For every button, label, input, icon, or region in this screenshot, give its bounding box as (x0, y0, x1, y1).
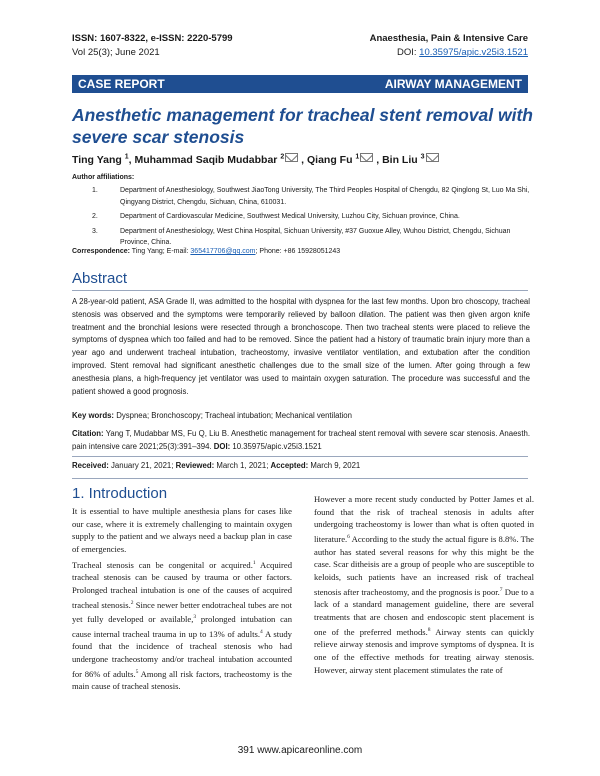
abstract-text: A 28-year-old patient, ASA Grade II, was admitted to the hospital with dyspnea for the last few months. Upon bro choscopy, tracheal stenosis was observed and the symptoms were temporarily relieved by balloon dilation. The patient was then given argon knife treatment and the bronchial lesions were resected through a bronchoscope. Then two tracheal stents were placed to relieve the symptoms of dyspnea which too failed and had to be removed. Since the patient had a history of traumatic brain injury more than a year ago and underwent tracheal intubation, tracheostomy, invasive ventilator ventilation, and extubation after the condition improved. Stent removal had significant anesthetic challenges due to the small size of the lumen. After going through a few anesthesia plans, a high-frequency jet ventilator was used to maintain oxygen saturation. The procedure was successful and the patient showed a good prognosis. (72, 297, 530, 396)
affiliations-title: Author affiliations: (72, 174, 135, 181)
author-list (72, 153, 439, 166)
affiliation-item: 1. Department of Anesthesiology, Southwest JiaoTong University, The Third Peoples Hospital of Chengdu, 82 Qinglong St, Luo Ma Shi, Qingyang District, Chengdu, Sichuan, China, 610031. (92, 187, 530, 206)
abstract-heading: Abstract (72, 270, 128, 287)
banner-category: AIRWAY MANAGEMENT (384, 77, 522, 91)
body-column-left (72, 505, 292, 694)
affiliation-item: 3. Department of Anesthesiology, West China Hospital, Sichuan University, #37 Guoxue Alley, Wuhou District, Chengdu, Sichuan Province, China. (92, 227, 511, 246)
citation: Citation: Yang T, Mudabbar MS, Fu Q, Liu B. Anesthetic management for tracheal stent removal with severe scar stenosis. Anaesth. pain intensive care 2021;25(3):391–394. DOI: 10.35975/apic.v25i3.1521 (72, 429, 530, 451)
banner-case-report: CASE REPORT (78, 77, 165, 91)
article-type-banner (72, 75, 528, 93)
doi-line (370, 46, 528, 60)
header-right (370, 32, 528, 60)
header-left (72, 32, 233, 60)
mail-icon[interactable] (285, 153, 298, 162)
body-column-right (314, 493, 534, 677)
doi-link[interactable]: 10.35975/apic.v25i3.1521 (419, 47, 528, 58)
email-link[interactable]: 365417706@qq.com (190, 248, 256, 255)
article-title: Anesthetic management for tracheal stent removal with severe scar stenosis (72, 105, 533, 147)
affiliations-list (72, 185, 532, 252)
volume: Vol 25(3); June 2021 (72, 47, 160, 58)
intro-paragraph-3: However a more recent study conducted by Potter James et al. found that the risk of tracheal stenosis in adults after undergoing tracheostomy is lower than what is often quoted in literature.$^6$ According to the study the actual figure is 8.8%. The author has stated several reasons for why this might be the case. Scar ditheisis are a group of people who are susceptible to keloids, such patients have an increased risk of tracheal stenosis after tracheostomy, and the prognosis is poor.$^7$ Due to a lack of a standard management guideline, there are several treatments that are chosen and endoscopic stent placement is one of the preferred methods.$^8$ Airway stents can quickly relieve airway stenosis and improve symptoms of dyspnea. It is one of the effective methods for treating airway stenosis. However, airway stent placement stimulates the rate of (314, 494, 534, 675)
doi-label: DOI: (397, 47, 417, 58)
dates-rule (72, 478, 528, 479)
citation-rule (72, 456, 528, 457)
author-4: Bin Liu $^3$ (382, 154, 438, 166)
issn: ISSN: 1607-8322, e-ISSN: 2220-5799 (72, 33, 233, 44)
author-2: Muhammad Saqib Mudabbar $^2$ , (134, 153, 307, 166)
introduction-heading: 1. Introduction (72, 485, 168, 502)
mail-icon[interactable] (360, 153, 373, 162)
affiliation-item: 2. Department of Cardiovascular Medicine, Southwest Medical University, Luzhou City, Sichuan province, China. (92, 213, 460, 220)
dates: Received: January 21, 2021; Reviewed: March 1, 2021; Accepted: March 9, 2021 (72, 461, 361, 470)
keywords: Key words: Dyspnea; Bronchoscopy; Tracheal intubation; Mechanical ventilation (72, 411, 352, 420)
page-footer: 391 www.apicareonline.com (237, 745, 363, 756)
correspondence: Correspondence: Ting Yang; E-mail: 365417706@qq.com; Phone: +86 15928051243 (72, 248, 341, 255)
mail-icon[interactable] (426, 153, 439, 162)
intro-paragraph-2: Tracheal stenosis can be congenital or acquired.$^1$ Acquired tracheal stenosis can be caused by trauma or other factors. Prolonged tracheal intubation is one of the causes of acquired tracheal stenosis.$^2$ Since newer better endotracheal tubes are not yet fully developed or available,$^3$ prolonged intubation can cause internal tracheal trauma in up to 13% of adults.$^4$ A study found that the incidence of tracheal stenosis who had undergone tracheostomy and/or tracheal intubation accounted for 86% of adults.$^5$ Among all risk factors, tracheostomy is the main cause of tracheal stenosis. (72, 559, 293, 692)
abstract-rule (72, 290, 528, 291)
intro-paragraph-1: It is essential to have multiple anesthesia plans for cases like our case, where it is extremely challenging to maintain oxygen supply to the patient and we always need a backup plan in case of emergencies. (72, 506, 292, 555)
author-1: Ting Yang $^1$, (72, 153, 135, 166)
author-3: Qiang Fu $^1$ , (307, 153, 383, 166)
journal-name: Anaesthesia, Pain & Intensive Care (369, 33, 528, 44)
